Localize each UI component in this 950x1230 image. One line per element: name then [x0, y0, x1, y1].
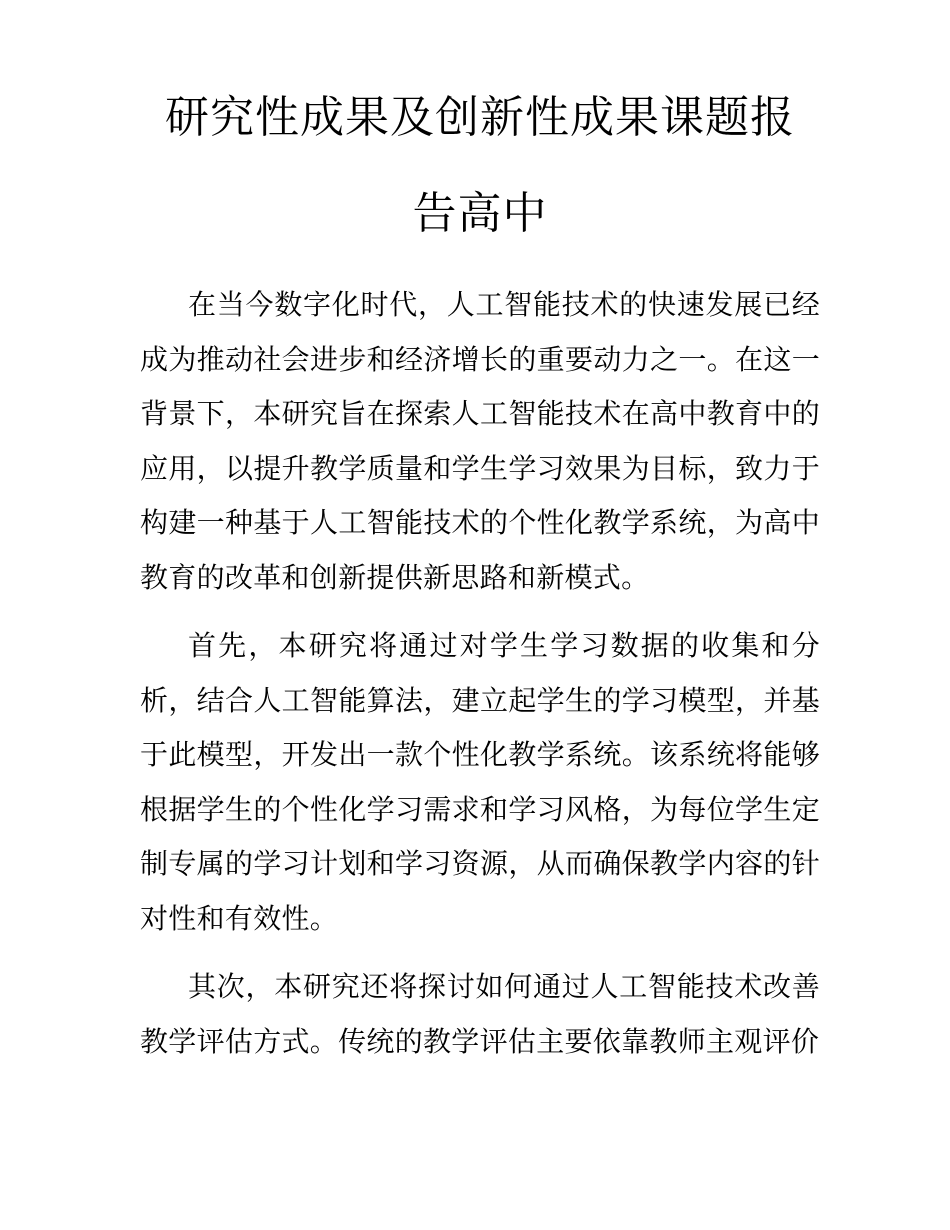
paragraph-3: 其次，本研究还将探讨如何通过人工智能技术改善教学评估方式。传统的教学评估主要依靠教师主观评价: [140, 970, 820, 1058]
paragraph-2: 首先，本研究将通过对学生学习数据的收集和分析，结合人工智能算法，建立起学生的学习模型，并基于此模型，开发出一款个性化教学系统。该系统将能够根据学生的个性化学习需求和学习风格，为每位学生定制专属的学习计划和学习资源，从而确保教学内容的针对性和有效性。: [140, 629, 820, 935]
document-title: [140, 70, 820, 262]
paragraph-1: 在当今数字化时代，人工智能技术的快速发展已经成为推动社会进步和经济增长的重要动力之一。在这一背景下，本研究旨在探索人工智能技术在高中教育中的应用，以提升教学质量和学生学习效果为目标，致力于构建一种基于人工智能技术的个性化教学系统，为高中教育的改革和创新提供新思路和新模式。: [140, 288, 820, 594]
title-line-2: 告高中: [412, 188, 548, 239]
title-line-1: 研究性成果及创新性成果课题报: [165, 92, 795, 143]
document-body: [140, 278, 820, 1083]
